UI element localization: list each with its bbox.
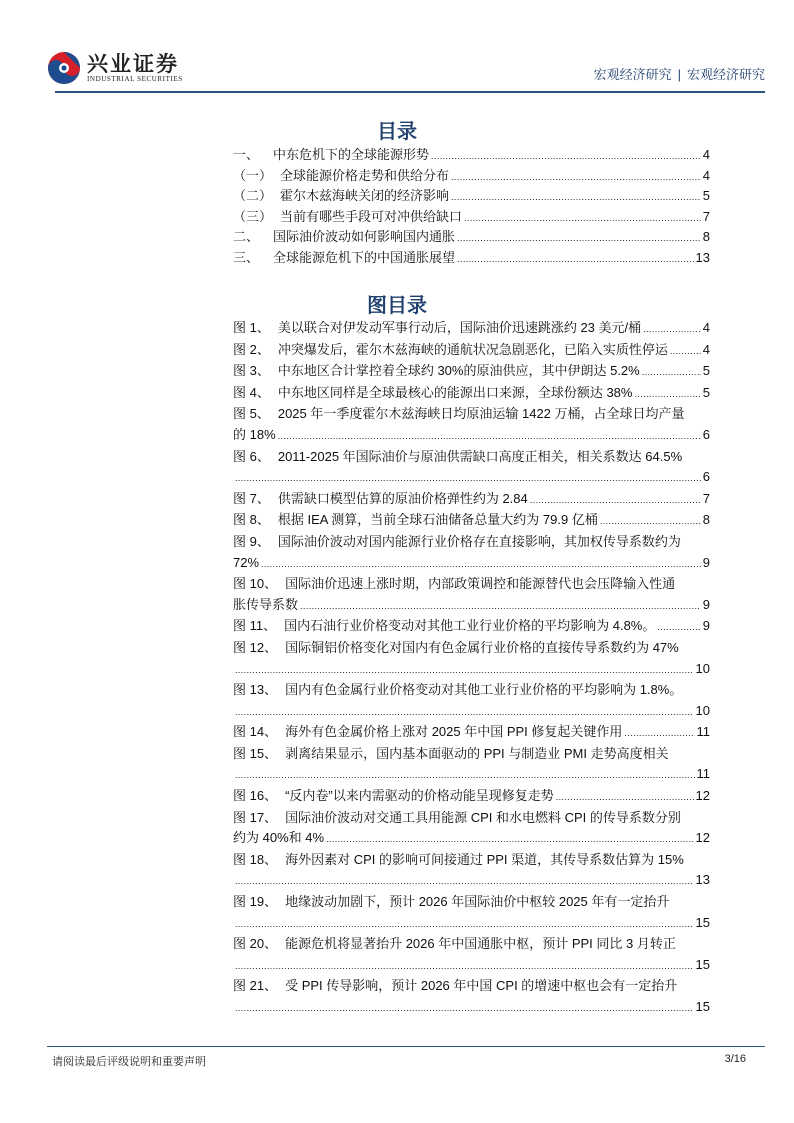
figure-entry[interactable]	[233, 510, 710, 532]
figure-page[interactable]: 4	[702, 341, 710, 357]
figure-title-continued[interactable]: 约为 40%和 4%	[233, 830, 325, 846]
leader-dots	[642, 361, 701, 383]
figure-entry[interactable]	[233, 722, 710, 744]
toc-entry-page[interactable]: 4	[702, 147, 710, 162]
figure-page[interactable]: 6	[702, 469, 710, 485]
leader-dots	[643, 318, 701, 340]
figure-entry[interactable]	[233, 489, 710, 511]
header-separator: |	[677, 67, 681, 82]
table-of-contents	[233, 144, 710, 267]
leader-dots	[530, 489, 701, 511]
leader-dots	[235, 659, 694, 681]
figure-title[interactable]: 国内有色金属行业价格变动对其他工业行业价格的平均影响为 1.8%。	[285, 682, 683, 698]
figure-entry[interactable]	[233, 976, 710, 1018]
figure-title[interactable]: “反内卷”以来内需驱动的价格动能呈现修复走势	[285, 788, 554, 804]
figure-page[interactable]: 5	[702, 363, 710, 379]
figure-page[interactable]: 12	[695, 830, 710, 846]
figure-number: 图 17、	[233, 809, 278, 825]
toc-entry[interactable]	[233, 185, 710, 206]
leader-dots	[235, 955, 694, 977]
leader-dots	[657, 616, 700, 638]
figure-title[interactable]: 受 PPI 传导影响，预计 2026 年中国 CPI 的增速中枢也会有一定抬升	[285, 978, 678, 994]
leader-dots	[457, 229, 701, 244]
figure-number: 图 10、	[233, 576, 278, 592]
logo-swirl-icon	[47, 51, 81, 85]
figure-number: 图 14、	[233, 724, 278, 740]
figure-title-continued[interactable]: 胀传导系数	[233, 596, 299, 612]
figure-number: 图 12、	[233, 639, 278, 655]
figure-title[interactable]: 地缘波动加剧下，预计 2026 年国际油价中枢较 2025 年有一定抬升	[285, 894, 670, 910]
figure-number: 图 5、	[233, 406, 270, 422]
figure-entry[interactable]	[233, 361, 710, 383]
figure-number: 图 11、	[233, 618, 277, 634]
leader-dots	[600, 510, 701, 532]
figure-number: 图 6、	[233, 448, 270, 464]
figure-page[interactable]: 6	[702, 426, 710, 442]
figure-title[interactable]: 剥离结果显示，国内基本面驱动的 PPI 与制造业 PMI 走势高度相关	[285, 745, 669, 761]
toc-entry[interactable]	[233, 206, 710, 227]
figure-entry[interactable]	[233, 744, 710, 786]
page-number: 3/16	[724, 1053, 746, 1065]
toc-entry[interactable]	[233, 144, 710, 165]
leader-dots	[235, 467, 701, 489]
figure-number: 图 9、	[233, 533, 270, 549]
figure-page[interactable]: 10	[695, 660, 710, 676]
toc-entry-number: （二）	[233, 188, 273, 203]
section-label-left: 宏观经济研究	[593, 67, 672, 82]
toc-entry-title[interactable]: 当前有哪些手段可对冲供给缺口	[280, 208, 463, 224]
leader-dots	[451, 168, 701, 183]
figure-entry[interactable]	[233, 318, 710, 340]
figure-page[interactable]: 13	[695, 872, 710, 888]
figure-page[interactable]: 8	[702, 512, 710, 528]
leader-dots	[451, 188, 701, 203]
figure-entry[interactable]	[233, 340, 710, 362]
figure-entry[interactable]	[233, 447, 710, 489]
toc-entry-title[interactable]: 国际油价波动如何影响国内通胀	[273, 229, 456, 244]
figure-number: 图 3、	[233, 363, 270, 379]
leader-dots	[235, 764, 695, 786]
figure-title-continued[interactable]: 的 18%	[233, 426, 276, 442]
figure-title[interactable]: 国际油价迅速上涨时期，内部政策调控和能源替代也会压降输入性通	[285, 576, 676, 592]
leader-dots	[670, 340, 701, 362]
figure-page[interactable]: 10	[695, 702, 710, 718]
toc-entry-number: 一、	[233, 147, 260, 162]
figure-number: 图 7、	[233, 490, 270, 506]
figure-page[interactable]: 9	[702, 618, 710, 634]
figure-entry[interactable]	[233, 850, 710, 892]
figure-number: 图 16、	[233, 788, 278, 804]
figure-entry[interactable]	[233, 532, 710, 574]
figure-number: 图 18、	[233, 851, 278, 867]
figure-number: 图 8、	[233, 512, 270, 528]
figure-title[interactable]: 供需缺口模型估算的原油价格弹性约为 2.84	[277, 490, 528, 506]
toc-entry-number: （三）	[233, 208, 273, 224]
leader-dots	[235, 997, 694, 1019]
figure-number: 图 4、	[233, 384, 270, 400]
leader-dots	[431, 147, 701, 162]
figure-page[interactable]: 5	[702, 384, 710, 400]
toc-entry-page[interactable]: 7	[702, 208, 710, 224]
toc-entry-page[interactable]: 5	[702, 188, 710, 203]
figure-entry[interactable]	[233, 638, 710, 680]
leader-dots	[235, 701, 694, 723]
figure-page[interactable]: 12	[695, 788, 710, 804]
figure-number: 图 2、	[233, 341, 270, 357]
figure-title[interactable]: 海外因素对 CPI 的影响可间接通过 PPI 渠道，其传导系数估算为 15%	[285, 851, 684, 867]
leader-dots	[326, 828, 693, 850]
leader-dots	[278, 425, 701, 447]
leader-dots	[457, 250, 694, 265]
leader-dots	[464, 209, 701, 224]
header-section-label	[594, 64, 765, 83]
toc-entry-page[interactable]: 8	[702, 229, 710, 244]
figure-number: 图 21、	[233, 978, 278, 994]
toc-entry-title[interactable]: 中东危机下的全球能源形势	[273, 147, 430, 162]
figure-title[interactable]: 国内石油行业价格变动对其他工业行业价格的平均影响为 4.8%。	[284, 618, 656, 634]
footer-disclaimer: 请阅读最后评级说明和重要声明	[52, 1056, 206, 1068]
figure-title[interactable]: 2025 年一季度霍尔木兹海峡日均原油运输 1422 万桶，占全球日均产量	[277, 406, 685, 422]
logo-chinese-name: 兴业证券	[87, 50, 179, 76]
figure-page[interactable]: 9	[702, 596, 710, 612]
toc-entry-number: （一）	[233, 167, 273, 183]
leader-dots	[261, 553, 701, 575]
page-header	[47, 48, 765, 94]
figure-number: 图 1、	[233, 320, 270, 335]
figure-entry[interactable]	[233, 680, 710, 722]
figure-entry[interactable]	[233, 404, 710, 446]
leader-dots	[300, 595, 701, 617]
toc-entry-page[interactable]: 13	[695, 249, 710, 265]
toc-entry-title[interactable]: 全球能源危机下的中国通胀展望	[273, 249, 456, 265]
leader-dots	[634, 383, 700, 405]
figure-entry[interactable]	[233, 892, 710, 934]
toc-entry[interactable]	[233, 247, 710, 268]
figure-entry[interactable]	[233, 934, 710, 976]
figure-page[interactable]: 9	[702, 554, 710, 570]
footer-divider	[47, 1046, 765, 1047]
figure-page[interactable]: 15	[695, 999, 710, 1014]
figure-number: 图 19、	[233, 894, 278, 910]
figure-title[interactable]: 国际铜铝价格变化对国内有色金属行业价格的直接传导系数约为 47%	[285, 639, 679, 655]
figure-title[interactable]: 国际油价波动对交通工具用能源 CPI 和水电燃料 CPI 的传导系数分别	[285, 809, 681, 825]
figure-number: 图 15、	[233, 745, 278, 761]
figure-title[interactable]: 海外有色金属价格上涨对 2025 年中国 PPI 修复起关键作用	[285, 724, 623, 740]
logo-english-name: INDUSTRIAL SECURITIES	[87, 74, 183, 83]
toc-entry[interactable]	[233, 226, 710, 247]
figure-entry[interactable]	[233, 786, 710, 808]
toc-entry-page[interactable]: 4	[702, 167, 710, 183]
figure-title[interactable]: 2011-2025 年国际油价与原油供需缺口高度正相关，相关系数达 64.5%	[277, 448, 683, 464]
figure-list	[233, 318, 710, 1019]
figure-number: 图 20、	[233, 936, 278, 952]
figure-page[interactable]: 15	[695, 914, 710, 930]
figure-entry[interactable]	[233, 383, 710, 405]
figure-page[interactable]: 11	[696, 766, 710, 782]
figure-entry[interactable]	[233, 808, 710, 850]
figure-title[interactable]: 根据 IEA 测算，当前全球石油储备总量大约为 79.9 亿桶	[277, 512, 598, 528]
leader-dots	[235, 870, 694, 892]
header-divider	[55, 91, 765, 93]
figure-page[interactable]: 7	[702, 490, 710, 506]
figure-title[interactable]: 中东地区合计掌控着全球约 30%的原油供应，其中伊朗达 5.2%	[277, 363, 640, 379]
section-label-right: 宏观经济研究	[686, 67, 765, 82]
leader-dots	[235, 913, 694, 935]
toc-entry-number: 二、	[233, 229, 260, 244]
figure-title[interactable]: 中东地区同样是全球最核心的能源出口来源，全球份额达 38%	[277, 384, 633, 400]
figure-title[interactable]: 国际油价波动对国内能源行业价格存在直接影响，其加权传导系数约为	[277, 533, 681, 549]
leader-dots	[556, 786, 694, 808]
company-logo	[47, 48, 183, 88]
figure-title[interactable]: 冲突爆发后，霍尔木兹海峡的通航状况急剧恶化，已陷入实质性停运	[277, 341, 668, 357]
leader-dots	[624, 722, 694, 744]
toc-entry-number: 三、	[233, 249, 260, 265]
toc-title: 目录	[377, 121, 417, 143]
figure-list-title: 图目录	[367, 295, 427, 317]
toc-entry[interactable]	[233, 165, 710, 186]
figure-title-continued[interactable]: 72%	[233, 554, 260, 570]
toc-entry-title[interactable]: 全球能源价格走势和供给分布	[280, 167, 450, 183]
figure-entry[interactable]	[233, 616, 710, 638]
toc-entry-title[interactable]: 霍尔木兹海峡关闭的经济影响	[280, 188, 450, 203]
figure-page[interactable]: 4	[702, 320, 710, 335]
figure-title[interactable]: 美以联合对伊发动军事行动后，国际油价迅速跳涨约 23 美元/桶	[277, 320, 642, 335]
figure-entry[interactable]	[233, 574, 710, 616]
figure-page[interactable]: 15	[695, 956, 710, 972]
figure-page[interactable]: 11	[696, 724, 710, 740]
figure-number: 图 13、	[233, 682, 278, 698]
figure-title[interactable]: 能源危机将显著抬升 2026 年中国通胀中枢，预计 PPI 同比 3 月转正	[285, 936, 676, 952]
